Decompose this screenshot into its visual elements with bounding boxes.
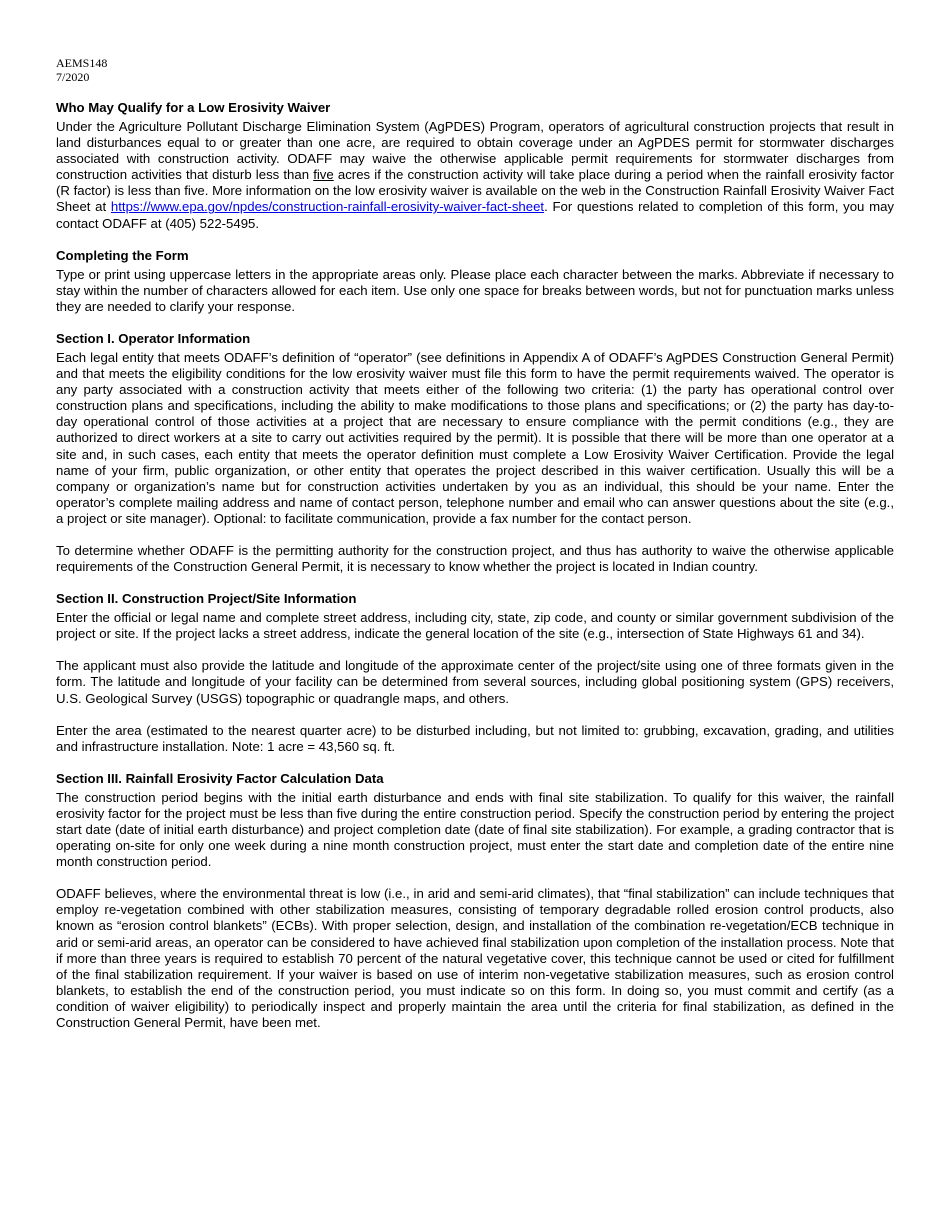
section-qualify [56, 100, 894, 232]
section-qualify-paragraph [56, 119, 894, 232]
document-page [56, 56, 894, 1047]
section-site-paragraph-3: Enter the area (estimated to the nearest quarter acre) to be disturbed including, but not limited to: grubbing, excavation, grading, and utilities and infrastructure installation. Note: 1 acre = 43,560 sq. ft. [56, 722, 894, 754]
section-site-paragraph-2: The applicant must also provide the latitude and longitude of the approximate center of the project/site using one of three formats given in the form. The latitude and longitude of your facility can be determined from several sources, including global positioning system (GPS) receivers, U.S. Geological Survey (USGS) topographic or quadrangle maps, and others. [56, 658, 894, 706]
fact-sheet-link[interactable]: https://www.epa.gov/npdes/construction-rainfall-erosivity-waiver-fact-sheet [110, 199, 545, 215]
section-operator-title: Section I. Operator Information [56, 330, 251, 346]
section-completing-title: Completing the Form [56, 247, 189, 263]
section-qualify-title: Who May Qualify for a Low Erosivity Waiver [56, 100, 331, 115]
section-site [56, 591, 894, 755]
section-rainfall-paragraph-1: The construction period begins with the initial earth disturbance and ends with final site stabilization. To qualify for this waiver, the rainfall erosivity factor for the project must be less than five during the entire construction period. Specify the construction period by entering the project start date (date of initial earth disturbance) and project completion date (date of final site stabilization). For example, a grading contractor that is operating on-site for only one week during a nine month construction project, must enter the start date and completion date of the entire nine month construction period. [56, 789, 894, 870]
section-completing [56, 248, 894, 315]
section-rainfall [56, 771, 894, 1031]
section-site-paragraph-1: Enter the official or legal name and complete street address, including city, state, zip code, and county or similar government subdivision of the project or site. If the project lacks a street address, indicate the general location of the site (e.g., intersection of State Highways 61 and 34). [56, 610, 894, 642]
qualify-text-c: . For questions related to completion of this form, you may contact ODAFF at (405) 522-5495. [56, 199, 894, 231]
qualify-text-b: acres if the construction activity will take place during a period when the rainfall erosivity factor (R factor) is less than five. More information on the low erosivity waiver is available on the web in the Construction Rainfall Erosivity Waiver Fact Sheet at [56, 167, 894, 215]
form-date: 7/2020 [56, 70, 90, 84]
section-completing-paragraph: Type or print using uppercase letters in the appropriate areas only. Please place each character between the marks. Abbreviate if necessary to stay within the number of characters allowed for each item. Use only one space for breaks between words, but not for punctuation marks unless they are needed to clarify your response. [56, 266, 894, 314]
section-operator-paragraph-2: To determine whether ODAFF is the permitting authority for the construction project, and thus has authority to waive the otherwise applicable requirements of the Construction General Permit, it is necessary to know whether the project is located in Indian country. [56, 542, 894, 575]
section-site-title: Section II. Construction Project/Site Information [56, 591, 357, 607]
section-rainfall-paragraph-2: ODAFF believes, where the environmental threat is low (i.e., in arid and semi-arid climates), that “final stabilization” can include techniques that employ re-vegetation combined with other stabilization measures, consisting of temporary degradable rolled erosion control products, also known as “erosion control blankets” (ECBs). With proper selection, design, and installation of the combination re-vegetation/ECB technique in arid or semi-arid areas, an operator can be considered to have achieved final stabilization upon completion of the installation process. Note that if more than three years is required to establish 70 percent of the natural vegetative cover, this technique cannot be used or cited for fulfillment of the final stabilization requirement. If your waiver is based on use of interim non-vegetative stabilization measures, such as erosion control blankets, to establish the end of the construction period, you must indicate so on this form. In doing so, you must commit and certify (as a condition of waiver eligibility) to periodically inspect and properly maintain the area until the criteria for final stabilization, as defined in the Construction General Permit, have been met. [56, 886, 894, 1031]
form-header [56, 56, 894, 84]
qualify-text-a: Under the Agriculture Pollutant Discharge Elimination System (AgPDES) Program, operators of agricultural construction projects that result in land disturbances equal to or greater than one acre, are required to obtain coverage under an AgPDES permit for stormwater discharges associated with construction activity. ODAFF may waive the otherwise applicable permit requirements for stormwater discharges from construction activities that disturb less than [56, 119, 894, 183]
section-operator [56, 331, 894, 575]
section-rainfall-title: Section III. Rainfall Erosivity Factor Calculation Data [56, 770, 384, 786]
qualify-underlined-five: five [313, 167, 334, 183]
section-operator-paragraph-1: Each legal entity that meets ODAFF’s definition of “operator” (see definitions in Appendix A of ODAFF’s AgPDES Construction General Permit) and that meets the eligibility conditions for the low erosivity waiver must file this form to have the permit requirements waived. The operator is any party associated with a construction activity that meets either of the following two criteria: (1) the party has operational control over construction plans and specifications, including the ability to make modifications to those plans and specifications; or (2) the party has day-to-day operational control of those activities at a project that are necessary to ensure compliance with the permit conditions (e.g., they are authorized to direct workers at a site to carry out activities required by the permit). It is possible that there will be more than one operator at a site and, in such cases, each entity that meets the operator definition must complete a Low Erosivity Waiver Certification. Provide the legal name of your firm, public organization, or other entity that operates the project described in this waiver certification. Usually this will be a company or organization’s name but for construction activities undertaken by you as an individual, this should be your name. Enter the operator’s complete mailing address and name of contact person, telephone number and email who can answer questions about the site (e.g., a project or site manager). Optional: to facilitate communication, provide a fax number for the contact person. [56, 349, 894, 526]
form-id: AEMS148 [56, 56, 108, 70]
